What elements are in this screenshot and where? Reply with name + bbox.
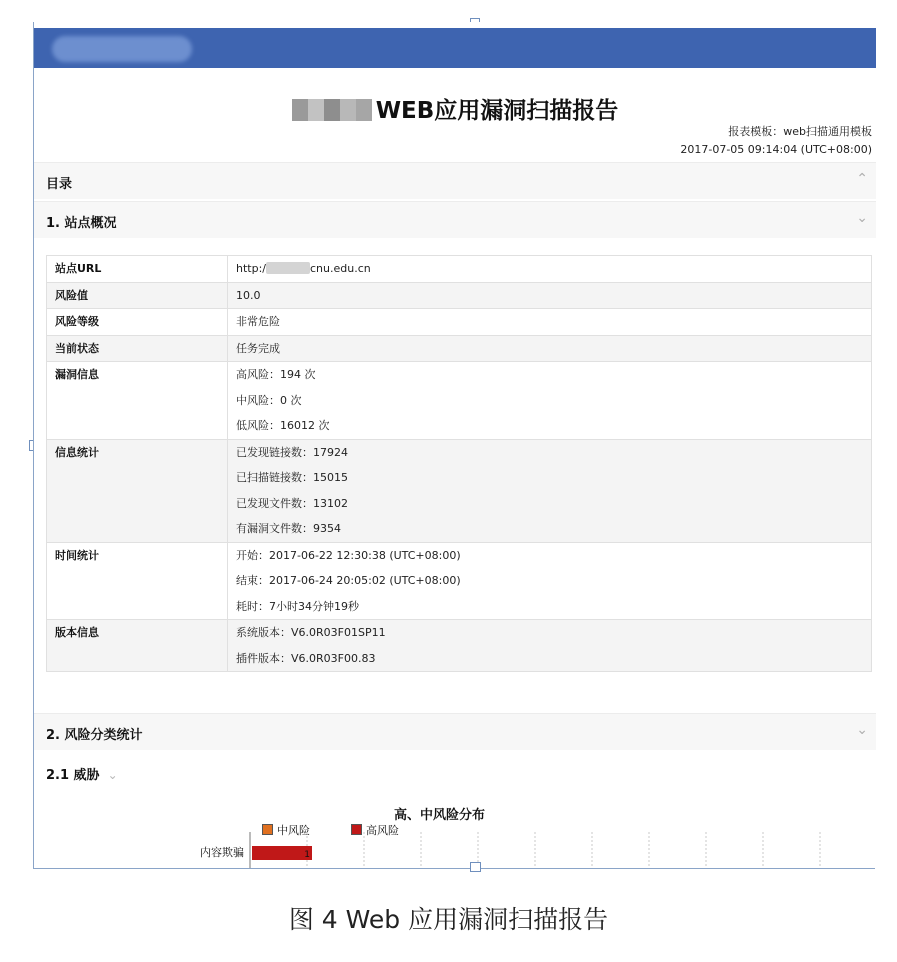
- row-key: 版本信息: [47, 620, 228, 672]
- report-title: [34, 92, 876, 125]
- row-value: [228, 335, 872, 362]
- table-row: [47, 309, 872, 336]
- row-value: [228, 362, 872, 440]
- report-window: [33, 22, 876, 869]
- legend-label-high: 高风险: [366, 824, 399, 837]
- section-risk-stats-label: 2. 风险分类统计: [46, 728, 143, 743]
- table-row: [47, 362, 872, 440]
- section-site-overview-label: 1. 站点概况: [46, 216, 117, 231]
- bar-high: [252, 846, 312, 860]
- header-banner: [34, 28, 876, 68]
- chevron-down-icon[interactable]: ⌄: [856, 722, 868, 738]
- report-template: 报表模板：web扫描通用模板: [728, 125, 872, 138]
- redacted-url-part: [266, 262, 310, 274]
- row-value-line: 开始：2017-06-22 12:30:38 (UTC+08:00): [236, 548, 461, 562]
- table-row: [47, 620, 872, 672]
- table-row: [47, 282, 872, 309]
- section-toc[interactable]: [34, 162, 876, 199]
- chevron-up-icon[interactable]: ⌃: [856, 171, 868, 187]
- site-url-prefix: http:/: [236, 262, 266, 275]
- legend-label-medium: 中风险: [277, 824, 310, 837]
- subsection-threat-label: 2.1 威胁: [46, 768, 100, 783]
- row-value: [228, 542, 872, 620]
- site-url-suffix: cnu.edu.cn: [310, 262, 371, 275]
- row-value-line: 有漏洞文件数：9354: [236, 522, 341, 535]
- bar-value-label: 1: [304, 850, 310, 860]
- resize-handle-bottom[interactable]: [470, 862, 481, 872]
- frame-bottom-border: [33, 868, 875, 869]
- blurred-logo: [52, 36, 192, 62]
- chevron-down-icon[interactable]: ⌄: [107, 768, 118, 782]
- table-row: [47, 256, 872, 283]
- row-value-line: 非常危险: [236, 315, 280, 328]
- row-value: [228, 309, 872, 336]
- section-toc-label: 目录: [46, 177, 73, 192]
- row-key: 时间统计: [47, 542, 228, 620]
- row-value: [228, 439, 872, 542]
- row-key: 当前状态: [47, 335, 228, 362]
- row-value: [228, 256, 872, 283]
- redacted-title-prefix: [292, 99, 372, 121]
- row-key: 风险值: [47, 282, 228, 309]
- report-timestamp: 2017-07-05 09:14:04 (UTC+08:00): [680, 143, 872, 156]
- site-url[interactable]: [228, 256, 871, 282]
- row-value-line: 已发现文件数：13102: [236, 496, 348, 510]
- section-risk-stats[interactable]: [34, 713, 876, 750]
- row-value: [228, 282, 872, 309]
- row-key: 信息统计: [47, 439, 228, 542]
- table-row: [47, 542, 872, 620]
- row-value: [228, 620, 872, 672]
- category-label: 内容欺骗: [200, 846, 244, 859]
- row-value-line: 已扫描链接数：15015: [236, 471, 348, 484]
- row-key: 风险等级: [47, 309, 228, 336]
- row-value-line: 插件版本：V6.0R03F00.83: [236, 651, 376, 665]
- section-site-overview[interactable]: [34, 201, 876, 238]
- row-value-line: 已发现链接数：17924: [236, 445, 348, 459]
- row-value-line: 10.0: [236, 288, 261, 302]
- row-value-line: 结束：2017-06-24 20:05:02 (UTC+08:00): [236, 574, 461, 587]
- row-value-line: 系统版本：V6.0R03F01SP11: [236, 626, 386, 639]
- chart-title: 高、中风险分布: [394, 808, 486, 823]
- row-value-line: 低风险：16012 次: [236, 419, 330, 432]
- row-value-line: 任务完成: [236, 341, 280, 355]
- chevron-down-icon[interactable]: ⌄: [856, 210, 868, 226]
- site-overview-table: [46, 255, 872, 672]
- figure-caption: 图 4 Web 应用漏洞扫描报告: [288, 905, 609, 934]
- row-key: 站点URL: [47, 256, 228, 283]
- row-value-line: 高风险：194 次: [236, 368, 316, 381]
- report-title-text: WEB应用漏洞扫描报告: [375, 98, 619, 124]
- row-key: 漏洞信息: [47, 362, 228, 440]
- table-row: [47, 439, 872, 542]
- table-row: [47, 335, 872, 362]
- row-value-line: 耗时：7小时34分钟19秒: [236, 599, 359, 613]
- risk-distribution-chart: [34, 832, 876, 869]
- row-value-line: 中风险：0 次: [236, 393, 302, 407]
- subsection-threat[interactable]: [46, 764, 118, 783]
